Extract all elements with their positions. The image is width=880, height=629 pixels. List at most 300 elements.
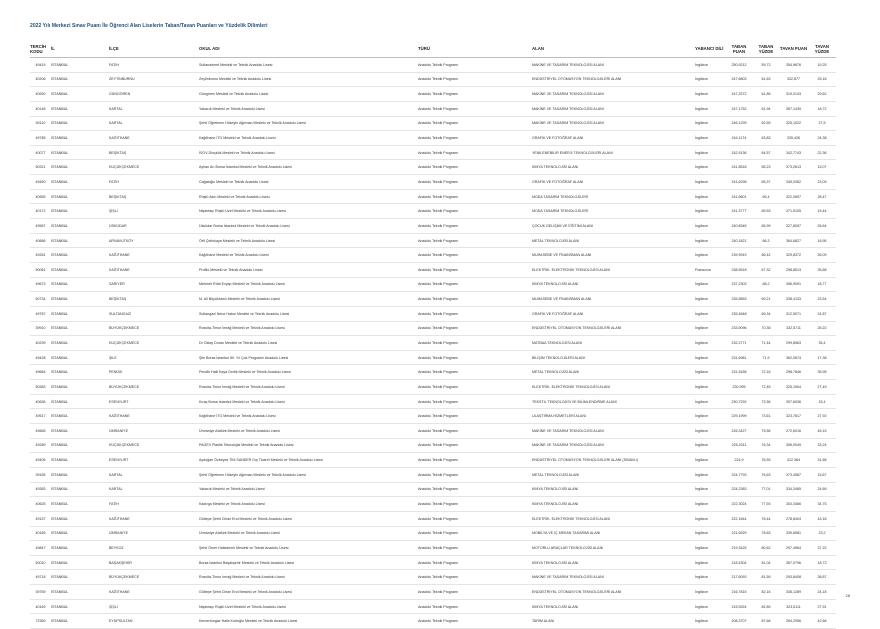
cell-alan: ELEKTRİK- ELEKTRONİK TEKNOLOJİSİ ALANI: [532, 511, 695, 526]
header-taban-puan: TABAN PUAN: [725, 40, 753, 58]
table-row: [30, 189, 836, 204]
page-number: 28: [845, 593, 850, 598]
cell-taban-puan: 241,6298: [725, 175, 753, 190]
cell-tavan-yuzde: 23,09: [808, 175, 836, 190]
cell-tercih-kodu: 50010: [30, 555, 51, 570]
cell-tavan-yuzde: 19,25: [808, 58, 836, 73]
cell-tavan-yuzde: 24,69: [808, 482, 836, 497]
cell-tavan-puan: 325,1504: [779, 380, 808, 395]
cell-taban-puan: 224,2383: [725, 482, 753, 497]
cell-okul-adi: Güngören Mesleki ve Teknik Anadolu Lisesi: [199, 87, 418, 102]
cell-tavan-puan: 323,7817: [779, 409, 808, 424]
cell-taban-puan: 237,2303: [725, 277, 753, 292]
cell-taban-puan: 240,1821: [725, 233, 753, 248]
cell-tavan-yuzde: 27,92: [808, 409, 836, 424]
cell-taban-puan: 238,5518: [725, 262, 753, 277]
cell-okul-adi: Kemerburgaz Halis Kurtoğlu Mesleki ve Teknik Anadolu Lisesi: [199, 614, 418, 629]
cell-okul-adi: Kıraç Borsa İstanbul Mesleki ve Teknik Anadolu Lisesi: [199, 394, 418, 409]
cell-yabanci-dili: Fransızca: [695, 262, 725, 277]
cell-turu: Anadolu Teknik Programı: [418, 321, 532, 336]
header-tercih-kodu: TERCİH KODU: [30, 40, 51, 58]
table-row: [30, 424, 836, 439]
cell-turu: Anadolu Teknik Programı: [418, 277, 532, 292]
cell-tavan-puan: 307,6036: [779, 394, 808, 409]
cell-tavan-puan: 278,8404: [779, 511, 808, 526]
cell-turu: Anadolu Teknik Programı: [418, 131, 532, 146]
cell-taban-yuzde: 82,16: [753, 585, 779, 600]
cell-tavan-puan: 354,9676: [779, 58, 808, 73]
cell-yabanci-dili: İngilizce: [695, 526, 725, 541]
cell-okul-adi: Cağaloğlu Mesleki ve Teknik Anadolu Lisesi: [199, 175, 418, 190]
cell-tavan-puan: 362,0674: [779, 350, 808, 365]
cell-taban-yuzde: 72,56: [753, 394, 779, 409]
table-row: [30, 380, 836, 395]
cell-il: İSTANBUL: [51, 204, 109, 219]
cell-taban-yuzde: 66,42: [753, 248, 779, 263]
cell-turu: Anadolu Teknik Programı: [418, 145, 532, 160]
table-row: [30, 321, 836, 336]
cell-tavan-puan: 332,5711: [779, 321, 808, 336]
cell-il: İSTANBUL: [51, 614, 109, 629]
cell-ilce: FATİH: [109, 175, 199, 190]
table-row: [30, 497, 836, 512]
cell-alan: KİMYA TEKNOLOJİSİ ALANI: [532, 555, 695, 570]
cell-taban-puan: 235,4848: [725, 306, 753, 321]
cell-taban-yuzde: 77,01: [753, 482, 779, 497]
cell-yabanci-dili: İngilizce: [695, 277, 725, 292]
cell-yabanci-dili: İngilizce: [695, 189, 725, 204]
cell-yabanci-dili: İngilizce: [695, 145, 725, 160]
cell-turu: Anadolu Teknik Programı: [418, 116, 532, 131]
cell-il: İSTANBUL: [51, 277, 109, 292]
cell-yabanci-dili: İngilizce: [695, 248, 725, 263]
cell-turu: Anadolu Teknik Programı: [418, 585, 532, 600]
cell-tercih-kodu: 49847: [30, 541, 51, 556]
cell-tercih-kodu: 40165: [30, 526, 51, 541]
cell-taban-yuzde: 76,63: [753, 467, 779, 482]
cell-il: İSTANBUL: [51, 424, 109, 439]
cell-il: İSTANBUL: [51, 175, 109, 190]
cell-taban-puan: 226,3427: [725, 424, 753, 439]
results-table: [30, 40, 836, 629]
cell-okul-adi: Şile Borsa İstanbul 80. Yıl Çok Programlı Anadolu Lisesi: [199, 350, 418, 365]
cell-taban-puan: 247,3372: [725, 87, 753, 102]
table-row: [30, 72, 836, 87]
cell-tavan-puan: 336,1289: [779, 585, 808, 600]
cell-taban-puan: 221,6929: [725, 526, 753, 541]
cell-okul-adi: Aydoğan Özbeyaz TİM SANDER Dış Ticaret Mesleki ve Teknik Anadolu Lisesi: [199, 453, 418, 468]
cell-tercih-kodu: 40172: [30, 204, 51, 219]
cell-tavan-puan: 339,6581: [779, 526, 808, 541]
cell-tavan-yuzde: 24,18: [808, 585, 836, 600]
cell-tercih-kodu: 49428: [30, 350, 51, 365]
document-title: 2022 Yılı Merkezi Sınav Puanı İle Öğrenci Alan Liselerin Taban/Tavan Puanları ve Yüzdelik Dilimleri: [30, 23, 268, 29]
cell-turu: Anadolu Teknik Programı: [418, 87, 532, 102]
cell-tercih-kodu: 49157: [30, 511, 51, 526]
cell-alan: MODA TASARIM TEKNOLOJİLERİ: [532, 204, 695, 219]
table-row: [30, 453, 836, 468]
cell-taban-yuzde: 61,63: [753, 72, 779, 87]
table-row: [30, 87, 836, 102]
cell-yabanci-dili: İngilizce: [695, 365, 725, 380]
header-tavan-yuzde: TAVAN YÜZDE: [808, 40, 836, 58]
cell-turu: Anadolu Teknik Programı: [418, 380, 532, 395]
cell-turu: Anadolu Teknik Programı: [418, 555, 532, 570]
cell-ilce: BEŞİKTAŞ: [109, 189, 199, 204]
cell-alan: KİMYA TEKNOLOJİSİ ALANI: [532, 482, 695, 497]
cell-il: İSTANBUL: [51, 570, 109, 585]
header-alan: ALAN: [532, 40, 695, 58]
cell-turu: Anadolu Teknik Programı: [418, 336, 532, 351]
header-tavan-puan: TAVAN PUAN: [779, 40, 808, 58]
cell-turu: Anadolu Teknik Programı: [418, 394, 532, 409]
cell-taban-puan: 242,9136: [725, 145, 753, 160]
cell-tercih-kodu: 40146: [30, 101, 51, 116]
cell-alan: KİMYA TEKNOLOJİSİ ALANI: [532, 497, 695, 512]
table-row: [30, 58, 836, 73]
cell-alan: MAKİNE VE TASARIM TEKNOLOJİSİ ALANI: [532, 424, 695, 439]
cell-okul-adi: PAGEV Plastik Teknolojisi Mesleki ve Teknik Anadolu Lisesi: [199, 438, 418, 453]
cell-ilce: ŞİŞLİ: [109, 599, 199, 614]
cell-tavan-puan: 327,8097: [779, 219, 808, 234]
header-okul-adi: OKUL ADI: [199, 40, 418, 58]
table-row: [30, 145, 836, 160]
cell-taban-puan: 224,7793: [725, 467, 753, 482]
cell-il: İSTANBUL: [51, 262, 109, 277]
cell-taban-puan: 230,995: [725, 380, 753, 395]
cell-il: İSTANBUL: [51, 585, 109, 600]
cell-il: İSTANBUL: [51, 101, 109, 116]
cell-ilce: KAĞITHANE: [109, 409, 199, 424]
cell-turu: Anadolu Teknik Programı: [418, 438, 532, 453]
cell-taban-puan: 231,6981: [725, 350, 753, 365]
cell-tavan-yuzde: 33,24: [808, 438, 836, 453]
cell-taban-puan: 208,3707: [725, 614, 753, 629]
cell-tercih-kodu: 39759: [30, 585, 51, 600]
cell-taban-puan: 250,9212: [725, 58, 753, 73]
cell-yabanci-dili: İngilizce: [695, 175, 725, 190]
cell-taban-yuzde: 81,04: [753, 555, 779, 570]
cell-tercih-kodu: 39910: [30, 321, 51, 336]
cell-okul-adi: Şehit Öğretmen Hüseyin Ağırman Mesleki ve Teknik Anadolu Lisesi: [199, 116, 418, 131]
cell-tavan-yuzde: 26,64: [808, 219, 836, 234]
cell-taban-yuzde: 80,62: [753, 541, 779, 556]
cell-ilce: ÜSKÜDAR: [109, 219, 199, 234]
cell-tercih-kodu: 50734: [30, 292, 51, 307]
cell-tavan-yuzde: 35,95: [808, 365, 836, 380]
cell-ilce: KÜÇÜKÇEKMECE: [109, 438, 199, 453]
table-row: [30, 511, 836, 526]
cell-okul-adi: İSOV-Dinçkök Mesleki ve Teknik Anadolu Lisesi: [199, 145, 418, 160]
cell-okul-adi: Örfi Çetinkaya Mesleki ve Teknik Anadolu Lisesi: [199, 233, 418, 248]
cell-taban-yuzde: 78,44: [753, 511, 779, 526]
cell-taban-puan: 218,4304: [725, 555, 753, 570]
cell-tavan-yuzde: 22,36: [808, 145, 836, 160]
cell-tercih-kodu: 40555: [30, 189, 51, 204]
cell-tavan-yuzde: 16,95: [808, 233, 836, 248]
cell-tavan-yuzde: 35,68: [808, 262, 836, 277]
cell-tercih-kodu: 40666: [30, 233, 51, 248]
cell-tavan-yuzde: 27,91: [808, 599, 836, 614]
cell-okul-adi: Kağıthane İTO Mesleki ve Teknik Anadolu Lisesi: [199, 131, 418, 146]
cell-yabanci-dili: İngilizce: [695, 306, 725, 321]
table-row: [30, 160, 836, 175]
cell-tavan-puan: 334,3465: [779, 482, 808, 497]
cell-il: İSTANBUL: [51, 248, 109, 263]
cell-taban-yuzde: 76,34: [753, 438, 779, 453]
cell-tavan-yuzde: 27,49: [808, 380, 836, 395]
cell-tavan-yuzde: 37,22: [808, 541, 836, 556]
cell-ilce: GÜNGÖREN: [109, 87, 199, 102]
cell-taban-yuzde: 59,72: [753, 58, 779, 73]
cell-okul-adi: Nişantaşı Rüştü Uzel Mesleki ve Teknik Anadolu Lisesi: [199, 599, 418, 614]
cell-yabanci-dili: İngilizce: [695, 438, 725, 453]
cell-tavan-yuzde: 23,2: [808, 526, 836, 541]
cell-il: İSTANBUL: [51, 219, 109, 234]
cell-taban-yuzde: 64,57: [753, 145, 779, 160]
cell-alan: BİLİŞİM TEKNOLOJİLERİ ALANI: [532, 350, 695, 365]
cell-il: İSTANBUL: [51, 380, 109, 395]
cell-taban-yuzde: 70,36: [753, 321, 779, 336]
cell-il: İSTANBUL: [51, 131, 109, 146]
cell-taban-puan: 225,2011: [725, 438, 753, 453]
cell-yabanci-dili: İngilizce: [695, 101, 725, 116]
table-row: [30, 306, 836, 321]
cell-tercih-kodu: 50383: [30, 380, 51, 395]
table-row: [30, 262, 836, 277]
cell-alan: GRAFİK VE FOTOĞRAF ALANI: [532, 175, 695, 190]
cell-turu: Anadolu Teknik Programı: [418, 541, 532, 556]
cell-ilce: KAĞITHANE: [109, 511, 199, 526]
cell-taban-yuzde: 61,94: [753, 101, 779, 116]
cell-alan: MOBİLYA VE İÇ MEKAN TASARIMI ALANI: [532, 526, 695, 541]
cell-ilce: ESENYURT: [109, 453, 199, 468]
cell-taban-yuzde: 62,59: [753, 116, 779, 131]
cell-ilce: ŞİLE: [109, 350, 199, 365]
cell-ilce: ŞİŞLİ: [109, 204, 199, 219]
cell-tavan-puan: 338,4133: [779, 292, 808, 307]
cell-tercih-kodu: 49281: [30, 248, 51, 263]
cell-okul-adi: Profilo Mesleki ve Teknik Anadolu Lisesi: [199, 262, 418, 277]
cell-il: İSTANBUL: [51, 453, 109, 468]
cell-tercih-kodu: 40636: [30, 394, 51, 409]
cell-tavan-yuzde: 15,07: [808, 160, 836, 175]
cell-tercih-kodu: 50321: [30, 160, 51, 175]
cell-tavan-yuzde: 24,38: [808, 131, 836, 146]
cell-tavan-puan: 298,7846: [779, 365, 808, 380]
cell-taban-puan: 246,1299: [725, 116, 753, 131]
cell-il: İSTANBUL: [51, 394, 109, 409]
cell-okul-adi: Sultangazi Nene Hatun Mesleki ve Teknik Anadolu Lisesi: [199, 306, 418, 321]
cell-okul-adi: Şehit Öğretmen Hüseyin Ağırman Mesleki ve Teknik Anadolu Lisesi: [199, 467, 418, 482]
cell-tavan-puan: 323,6111: [779, 599, 808, 614]
header-taban-yuzde: TABAN YÜZDE: [753, 40, 779, 58]
cell-okul-adi: Kağıthane Mesleki ve Teknik Anadolu Lisesi: [199, 248, 418, 263]
cell-yabanci-dili: İngilizce: [695, 511, 725, 526]
cell-tavan-puan: 342,7743: [779, 145, 808, 160]
cell-tercih-kodu: 49405: [30, 453, 51, 468]
cell-okul-adi: Gültepe Şehit Cihan Erol Mesleki ve Teknik Anadolu Lisesi: [199, 511, 418, 526]
cell-yabanci-dili: İngilizce: [695, 424, 725, 439]
cell-taban-yuzde: 68,2: [753, 277, 779, 292]
cell-alan: ENDÜSTRİYEL OTOMASYON TEKNOLOJİLERİ ALANI: [532, 72, 695, 87]
cell-ilce: BÜYÜKÇEKMECE: [109, 380, 199, 395]
cell-ilce: BEYKOZ: [109, 541, 199, 556]
cell-tavan-yuzde: 25,22: [808, 321, 836, 336]
cell-turu: Anadolu Teknik Programı: [418, 570, 532, 585]
cell-tavan-yuzde: 29,62: [808, 87, 836, 102]
cell-okul-adi: Ümraniye Atatürk Mesleki ve Teknik Anadolu Lisesi: [199, 424, 418, 439]
cell-il: İSTANBUL: [51, 365, 109, 380]
cell-tercih-kodu: 39165: [30, 467, 51, 482]
cell-okul-adi: Ümraniye Atatürk Mesleki ve Teknik Anadolu Lisesi: [199, 526, 418, 541]
table-row: [30, 175, 836, 190]
cell-ilce: FATİH: [109, 497, 199, 512]
cell-tavan-puan: 335,426: [779, 131, 808, 146]
cell-ilce: BAŞAKŞEHİR: [109, 555, 199, 570]
cell-turu: Anadolu Teknik Programı: [418, 72, 532, 87]
cell-taban-yuzde: 76,55: [753, 453, 779, 468]
cell-taban-puan: 247,6803: [725, 72, 753, 87]
table-row: [30, 394, 836, 409]
table-row: [30, 116, 836, 131]
cell-alan: KİMYA TEKNOLOJİSİ ALANI: [532, 277, 695, 292]
cell-taban-yuzde: 77,93: [753, 497, 779, 512]
cell-okul-adi: Rosvita-Timur İmrağ Mesleki ve Teknik Anadolu Lisesi: [199, 321, 418, 336]
cell-taban-puan: 215,5924: [725, 599, 753, 614]
cell-tercih-kodu: 72369: [30, 614, 51, 629]
cell-tavan-yuzde: 31,87: [808, 306, 836, 321]
cell-tavan-yuzde: 25,18: [808, 72, 836, 87]
cell-tavan-puan: 329,8372: [779, 248, 808, 263]
cell-taban-puan: 247,1752: [725, 101, 753, 116]
cell-okul-adi: Yakacık Mesleki ve Teknik Anadolu Lisesi: [199, 101, 418, 116]
cell-il: İSTANBUL: [51, 116, 109, 131]
cell-alan: METAL TEKNOLOJİSİ ALANI: [532, 233, 695, 248]
cell-tercih-kodu: 49517: [30, 409, 51, 424]
cell-tercih-kodu: 49419: [30, 58, 51, 73]
cell-tavan-puan: 349,0352: [779, 175, 808, 190]
cell-turu: Anadolu Teknik Programı: [418, 424, 532, 439]
cell-alan: GRAFİK VE FOTOĞRAF ALANI: [532, 131, 695, 146]
cell-taban-puan: 240,6545: [725, 219, 753, 234]
cell-yabanci-dili: İngilizce: [695, 219, 725, 234]
cell-ilce: KAĞITHANE: [109, 131, 199, 146]
cell-yabanci-dili: İngilizce: [695, 131, 725, 146]
cell-taban-yuzde: 69,21: [753, 292, 779, 307]
cell-tercih-kodu: 40530: [30, 87, 51, 102]
cell-tercih-kodu: 40077: [30, 145, 51, 160]
cell-ilce: ÜMRANİYE: [109, 424, 199, 439]
cell-alan: MUHASEBE VE FİNANSMAN ALANI: [532, 292, 695, 307]
cell-tavan-yuzde: 34,75: [808, 497, 836, 512]
cell-alan: MOTORLU ARAÇLAR TEKNOLOJİSİ ALANI: [532, 541, 695, 556]
cell-il: İSTANBUL: [51, 292, 109, 307]
cell-tavan-yuzde: 45,15: [808, 424, 836, 439]
cell-okul-adi: Kağıthane İTO Mesleki ve Teknik Anadolu Lisesi: [199, 409, 418, 424]
table-row: [30, 350, 836, 365]
cell-tavan-yuzde: 15,67: [808, 467, 836, 482]
cell-il: İSTANBUL: [51, 350, 109, 365]
cell-tercih-kodu: 49718: [30, 570, 51, 585]
cell-yabanci-dili: İngilizce: [695, 585, 725, 600]
cell-taban-yuzde: 65,23: [753, 160, 779, 175]
cell-ilce: ZEYTİNBURNU: [109, 72, 199, 87]
cell-turu: Anadolu Teknik Programı: [418, 248, 532, 263]
cell-ilce: BEŞİKTAŞ: [109, 145, 199, 160]
cell-tercih-kodu: 50061: [30, 262, 51, 277]
header-turu: TÜRÜ: [418, 40, 532, 58]
cell-alan: MODA TASARIM TEKNOLOJİLERİ: [532, 189, 695, 204]
cell-tavan-yuzde: 42,66: [808, 614, 836, 629]
cell-okul-adi: Rüştü Akın Mesleki ve Teknik Anadolu Lisesi: [199, 189, 418, 204]
cell-alan: TARIM ALANI: [532, 614, 695, 629]
cell-il: İSTANBUL: [51, 409, 109, 424]
cell-taban-puan: 219,3425: [725, 541, 753, 556]
cell-yabanci-dili: İngilizce: [695, 233, 725, 248]
cell-il: İSTANBUL: [51, 438, 109, 453]
cell-tavan-puan: 293,8408: [779, 570, 808, 585]
cell-tercih-kodu: 40625: [30, 497, 51, 512]
cell-alan: KİMYA TEKNOLOJİSİ ALANI: [532, 599, 695, 614]
cell-ilce: BÜYÜKÇEKMECE: [109, 321, 199, 336]
cell-taban-yuzde: 82,89: [753, 599, 779, 614]
cell-il: İSTANBUL: [51, 72, 109, 87]
table-row: [30, 467, 836, 482]
cell-okul-adi: Ayhan Arı Borsa İstanbul Mesleki ve Teknik Anadolu Lisesi: [199, 160, 418, 175]
cell-tavan-yuzde: 23,54: [808, 292, 836, 307]
cell-il: İSTANBUL: [51, 58, 109, 73]
cell-tavan-puan: 299,8563: [779, 336, 808, 351]
table-body: [30, 58, 836, 629]
cell-alan: ELEKTRİK- ELEKTRONİK TEKNOLOJİSİ ALANI: [532, 380, 695, 395]
cell-yabanci-dili: İngilizce: [695, 72, 725, 87]
table-row: [30, 336, 836, 351]
cell-alan: GRAFİK VE FOTOĞRAF ALANI: [532, 306, 695, 321]
cell-il: İSTANBUL: [51, 497, 109, 512]
cell-okul-adi: M. Ali Büyükhanlı Mesleki ve Teknik Anadolu Lisesi: [199, 292, 418, 307]
cell-turu: Anadolu Teknik Programı: [418, 306, 532, 321]
cell-yabanci-dili: İngilizce: [695, 160, 725, 175]
cell-yabanci-dili: İngilizce: [695, 570, 725, 585]
cell-tavan-yuzde: 18,73: [808, 555, 836, 570]
cell-il: İSTANBUL: [51, 526, 109, 541]
cell-taban-yuzde: 65,4: [753, 189, 779, 204]
cell-taban-yuzde: 65,99: [753, 219, 779, 234]
cell-yabanci-dili: İngilizce: [695, 482, 725, 497]
cell-ilce: FATİH: [109, 58, 199, 73]
cell-alan: METAL TEKNOLOJİSİ ALANI: [532, 365, 695, 380]
table-row: [30, 541, 836, 556]
cell-okul-adi: Sultanahmet Mesleki ve Teknik Anadolu Lisesi: [199, 58, 418, 73]
cell-taban-puan: 231,5168: [725, 365, 753, 380]
cell-turu: Anadolu Teknik Programı: [418, 233, 532, 248]
cell-yabanci-dili: İngilizce: [695, 204, 725, 219]
table-row: [30, 365, 836, 380]
cell-alan: ENDÜSTRİYEL OTOMASYON TEKNOLOJİLERİ ALANI (SINAVLI): [532, 453, 695, 468]
cell-turu: Anadolu Teknik Programı: [418, 482, 532, 497]
cell-il: İSTANBUL: [51, 321, 109, 336]
cell-taban-puan: 232,2771: [725, 336, 753, 351]
table-row: [30, 555, 836, 570]
table-row: [30, 570, 836, 585]
cell-okul-adi: Borsa İstanbul Başakşehir Mesleki ve Teknik Anadolu Lisesi: [199, 555, 418, 570]
cell-taban-yuzde: 67,32: [753, 262, 779, 277]
cell-tavan-puan: 297,4964: [779, 541, 808, 556]
cell-yabanci-dili: İngilizce: [695, 58, 725, 73]
cell-yabanci-dili: İngilizce: [695, 541, 725, 556]
cell-taban-yuzde: 69,34: [753, 306, 779, 321]
